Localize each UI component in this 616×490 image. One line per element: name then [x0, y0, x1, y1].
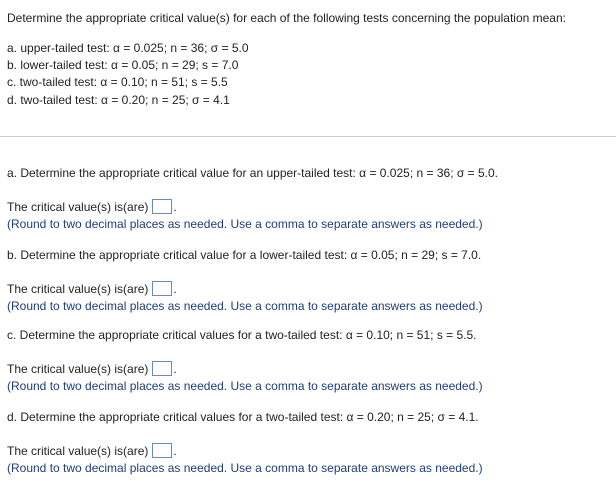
part-c-label: The critical value(s) is(are) [7, 361, 149, 376]
part-d-question: d. Determine the appropriate critical values for a two-tailed test: α = 0.20; n = 25; σ = 4.1. [7, 410, 479, 424]
part-b-label: The critical value(s) is(are) [7, 281, 149, 296]
part-d-answer-row [7, 443, 177, 458]
intro-item-b: b. lower-tailed test: α = 0.05; n = 29; s = 7.0 [7, 58, 239, 72]
part-c-period: . [173, 361, 177, 376]
part-a-period: . [173, 199, 177, 214]
section-divider [0, 136, 616, 137]
part-a-hint: (Round to two decimal places as needed. Use a comma to separate answers as needed.) [7, 217, 483, 231]
part-b-question: b. Determine the appropriate critical value for a lower-tailed test: α = 0.05; n = 29; s = 7.0. [7, 248, 482, 262]
part-b-answer-row [7, 281, 177, 296]
intro-title: Determine the appropriate critical value(s) for each of the following tests concerning the population mean: [7, 11, 566, 25]
part-d-label: The critical value(s) is(are) [7, 443, 149, 458]
part-c-hint: (Round to two decimal places as needed. Use a comma to separate answers as needed.) [7, 379, 483, 393]
part-a-label: The critical value(s) is(are) [7, 199, 149, 214]
intro-item-c: c. two-tailed test: α = 0.10; n = 51; s = 5.5 [7, 75, 228, 89]
intro-item-a: a. upper-tailed test: α = 0.025; n = 36; σ = 5.0 [7, 41, 249, 55]
part-c-question: c. Determine the appropriate critical values for a two-tailed test: α = 0.10; n = 51; s = 5.5. [7, 328, 477, 342]
part-a-answer-row [7, 199, 177, 214]
part-d-answer-input[interactable] [152, 443, 172, 458]
part-b-hint: (Round to two decimal places as needed. Use a comma to separate answers as needed.) [7, 299, 483, 313]
part-a-question: a. Determine the appropriate critical value for an upper-tailed test: α = 0.025; n = 36; σ = 5.0. [7, 166, 498, 180]
part-a-answer-input[interactable] [152, 199, 172, 214]
part-d-period: . [173, 443, 177, 458]
part-b-period: . [173, 281, 177, 296]
intro-item-d: d. two-tailed test: α = 0.20; n = 25; σ = 4.1 [7, 93, 230, 107]
part-c-answer-row [7, 361, 177, 376]
part-c-answer-input[interactable] [152, 361, 172, 376]
part-d-hint: (Round to two decimal places as needed. Use a comma to separate answers as needed.) [7, 461, 483, 475]
part-b-answer-input[interactable] [152, 281, 172, 296]
